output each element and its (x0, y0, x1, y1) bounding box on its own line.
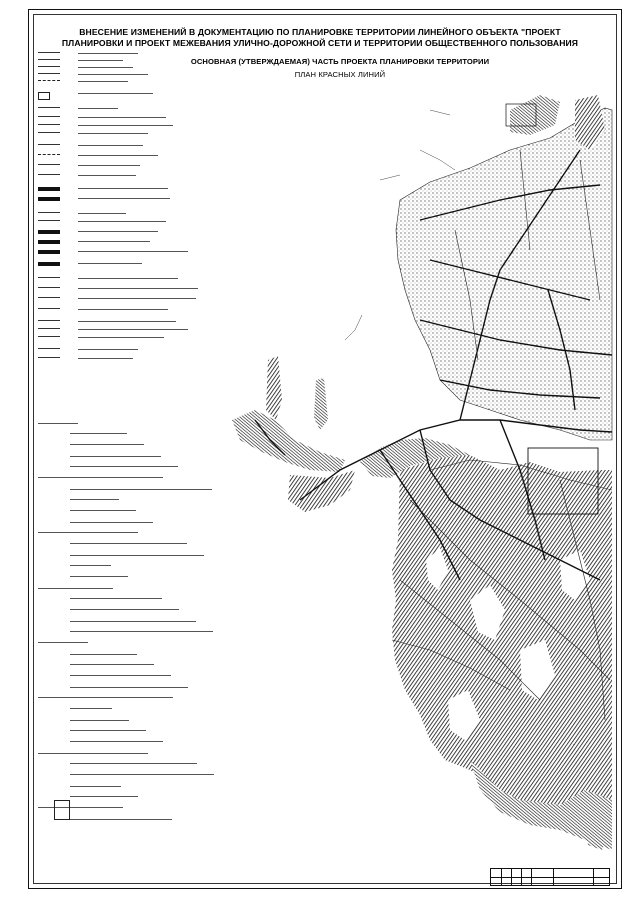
plan-subtitle: ПЛАН КРАСНЫХ ЛИНИЙ (294, 70, 386, 79)
west-peninsula (232, 410, 345, 472)
title-line-1: ВНЕСЕНИЕ ИЗМЕНЕНИЙ В ДОКУМЕНТАЦИЮ ПО ПЛАНИРОВКЕ ТЕРРИТОРИИ ЛИНЕЙНОГО ОБЪЕКТА "ПРОЕКТ (79, 27, 561, 37)
part-subtitle: ОСНОВНАЯ (УТВЕРЖДАЕМАЯ) ЧАСТЬ ПРОЕКТА ПЛАНИРОВКИ ТЕРРИТОРИИ (190, 57, 490, 66)
northern-district-b (510, 95, 560, 135)
west-pier-2 (314, 378, 328, 430)
title-stamp (490, 868, 610, 886)
title-line-2: ПЛАНИРОВКИ И ПРОЕКТ МЕЖЕВАНИЯ УЛИЧНО-ДОРОЖНОЙ СЕТИ И ТЕРРИТОРИИ ОБЩЕСТВЕННОГО ПОЛЬЗОВАНИЯ (61, 38, 579, 48)
south-west-arm (288, 470, 355, 512)
northern-district (396, 108, 612, 440)
west-pier (266, 356, 282, 420)
southern-district (392, 455, 612, 805)
